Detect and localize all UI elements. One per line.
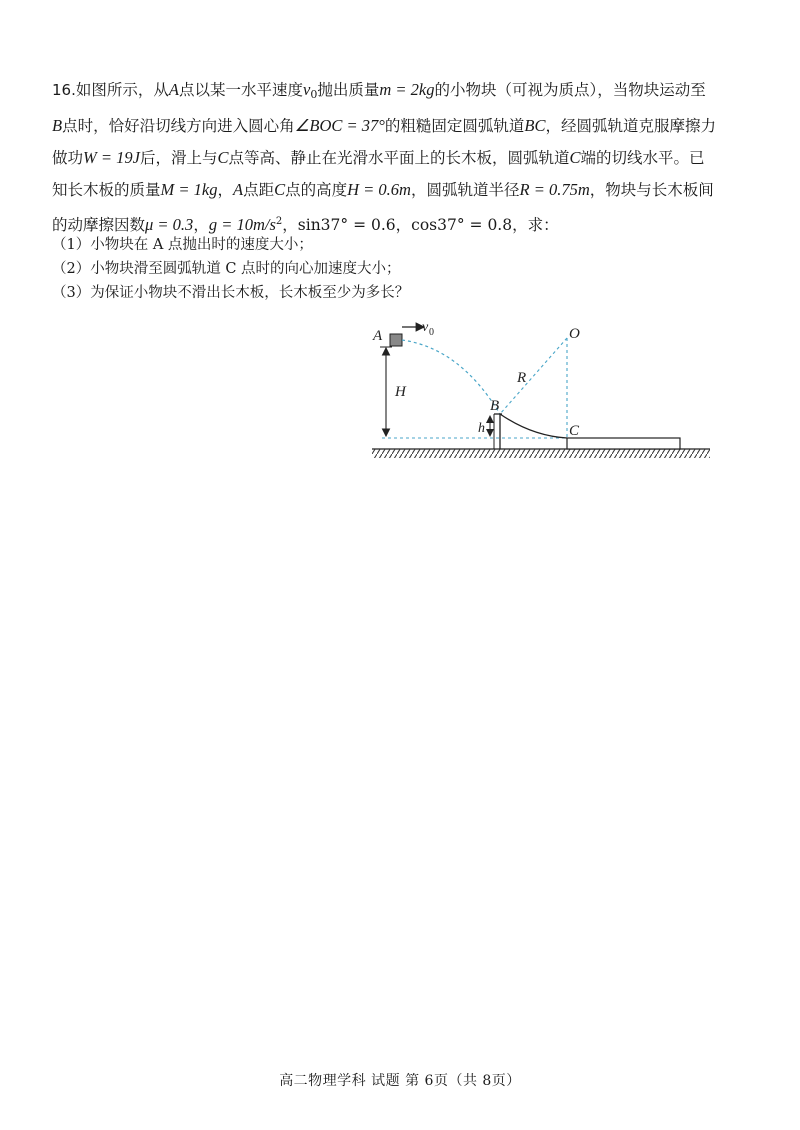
sub-question-2: （2）小物块滑至圆弧轨道 C 点时的向心加速度大小； — [52, 261, 401, 277]
stem-text: ， — [282, 216, 298, 234]
gravity-superscript: 2 — [275, 216, 283, 227]
label-O: O — [569, 326, 580, 342]
sub-question-list — [52, 233, 752, 305]
sub-question-3: （3）为保证小物块不滑出长木板，长木板至少为多长？ — [52, 285, 410, 301]
stem-text: 点距 — [243, 181, 275, 199]
stem-text: 做功 — [52, 149, 84, 167]
stem-text: ，经圆弧轨道克服摩擦力 — [545, 117, 717, 135]
point-label: C — [569, 148, 581, 167]
stem-text: ， — [217, 181, 233, 199]
arc-label: BC — [524, 116, 546, 135]
sin-expression: sin37° = 0.6 — [297, 216, 396, 234]
block-at-A — [390, 334, 402, 346]
stem-line-2 — [52, 110, 752, 142]
ground-hatching — [372, 449, 710, 458]
sub-question-1: （1）小物块在 A 点抛出时的速度大小； — [52, 237, 313, 253]
label-v0-sub: 0 — [429, 327, 434, 338]
stem-text: 的粗糙固定圆弧轨道 — [384, 117, 525, 135]
physics-diagram — [362, 318, 722, 464]
gravity-expression: g = 10m/s — [208, 215, 276, 234]
stem-text: ，圆弧轨道半径 — [410, 181, 520, 199]
work-expression: W = 19J — [83, 148, 140, 167]
stem-text: ， — [395, 216, 412, 234]
stem-text: 点以某一水平速度 — [178, 81, 303, 99]
mass-expression: m = 2kg — [379, 80, 435, 99]
stem-text: 后，滑上与 — [139, 149, 218, 167]
angle-expression: ∠BOC = 37° — [294, 116, 385, 135]
label-C: C — [569, 423, 580, 439]
cos-expression: cos37° = 0.8 — [411, 216, 513, 234]
stem-line-1 — [52, 74, 752, 110]
label-B: B — [490, 398, 500, 414]
stem-text: 如图所示，从 — [75, 81, 169, 99]
label-R: R — [517, 370, 527, 386]
point-label: C — [274, 180, 286, 199]
question-16-stem — [52, 74, 752, 241]
label-H: H — [395, 384, 406, 400]
label-A: A — [373, 328, 383, 344]
velocity-subscript: 0 — [310, 88, 318, 101]
stem-text: 点的高度 — [285, 181, 348, 199]
stem-text: 知长木板的质量 — [52, 181, 161, 199]
long-board — [567, 438, 680, 449]
friction-expression: μ = 0.3 — [145, 215, 194, 234]
velocity-symbol: v — [302, 80, 311, 99]
stem-line-3 — [52, 142, 752, 174]
stem-text: ， — [193, 216, 209, 234]
stem-text: 的动摩擦因数 — [52, 216, 146, 234]
stem-text: 抛出质量 — [317, 81, 380, 99]
question-number: 16. — [52, 81, 76, 99]
page-footer: 高二物理学科 试题 第 6页（共 8页） — [279, 1073, 521, 1089]
radius-expression: R = 0.75m — [519, 180, 590, 199]
point-label: A — [232, 180, 244, 199]
stem-text: 端的切线水平。已 — [580, 149, 705, 167]
stem-text: 点时，恰好沿切线方向进入圆心角 — [62, 117, 295, 135]
arc-track — [500, 414, 567, 438]
point-label: A — [168, 80, 179, 99]
point-label: B — [52, 116, 63, 135]
label-h: h — [478, 421, 485, 436]
radius-OB — [500, 338, 567, 414]
stem-text: ，物块与长木板间 — [589, 181, 714, 199]
stem-text: 点等高、静止在光滑水平面上的长木板，圆弧轨道 — [228, 149, 570, 167]
stem-text: 的小物块（可视为质点），当物块运动至 — [434, 81, 706, 99]
point-label: C — [217, 148, 229, 167]
height-expression: H = 0.6m — [347, 180, 411, 199]
stem-text: ，求： — [512, 216, 559, 234]
board-mass-expression: M = 1kg — [160, 180, 218, 199]
label-v0: v — [422, 320, 429, 335]
projectile-trajectory — [402, 340, 500, 414]
stem-line-4 — [52, 174, 752, 206]
